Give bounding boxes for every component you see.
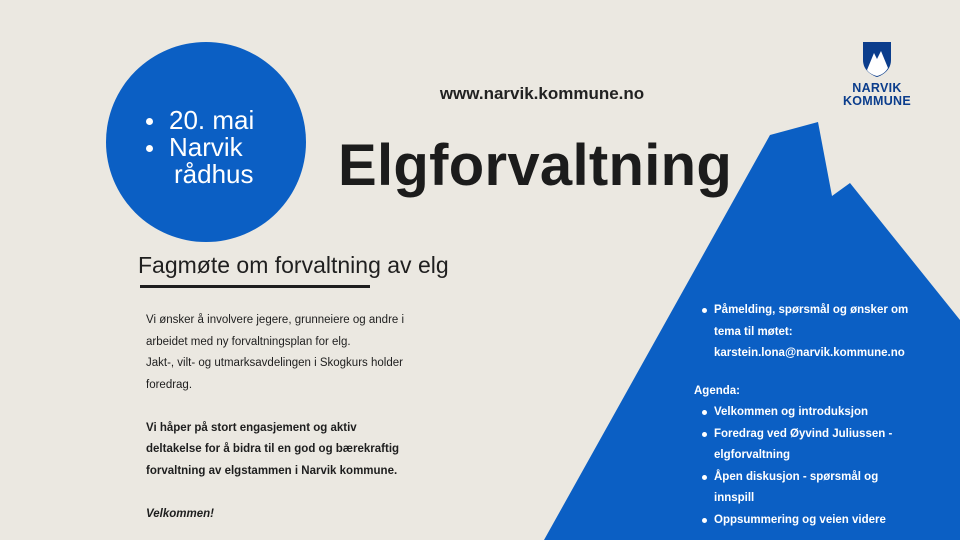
location-item: Narvik rådhus [144,134,284,188]
coat-of-arms-icon [861,40,893,78]
agenda-item: Velkommen og introduksjon [694,402,934,424]
agenda-item: Foredrag ved Øyvind Juliussen - elgforvaltning [694,424,934,467]
contact-email[interactable]: karstein.lona@narvik.kommune.no [714,347,905,359]
welcome-text: Velkommen! [146,507,214,520]
page-title: Elgforvaltning [338,133,733,198]
body-text: Vi ønsker å involvere jegere, grunneiere og andre i arbeidet med ny forvaltningsplan for elg. Jakt-, vilt- og utmarksavdelingen i Skogkurs holder foredrag. Vi håper på stort engasjement og aktiv deltakelse for å bidra til en god og bærekraftig forvaltning av elgstammen i Narvik kommune. Velkommen! [146,310,436,525]
subtitle: Fagmøte om forvaltning av elg [138,252,449,278]
agenda-item: Oppsummering og veien videre [694,510,934,532]
website-link[interactable]: www.narvik.kommune.no [439,84,645,103]
registration-item: Påmelding, spørsmål og ønsker om tema til møtet: karstein.lona@narvik.kommune.no [694,300,934,365]
agenda-heading: Agenda: [694,384,740,397]
date-location-circle [106,42,306,242]
subtitle-underline [140,285,370,288]
date-item: 20. mai [144,107,284,134]
narvik-logo: NARVIK KOMMUNE [832,40,922,108]
agenda-item: Åpen diskusjon - spørsmål og innspill [694,467,934,510]
agenda-list [694,402,934,531]
info-panel [694,300,934,531]
